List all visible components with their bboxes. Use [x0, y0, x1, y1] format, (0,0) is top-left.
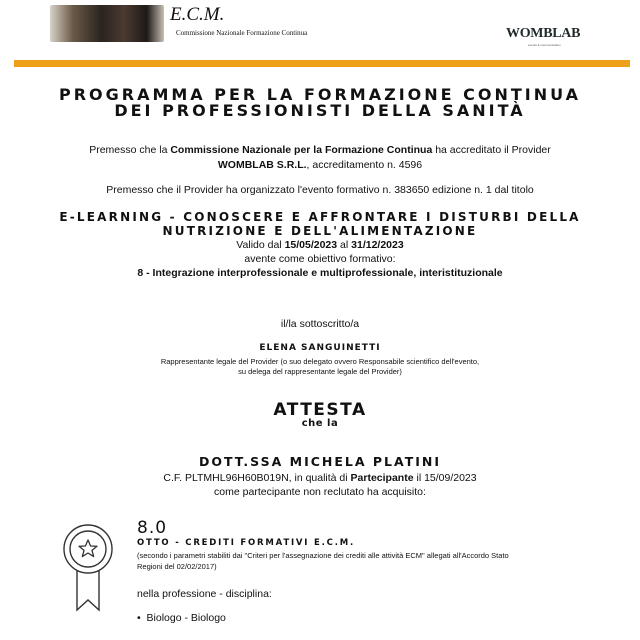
signatory-intro: il/la sottoscritto/a [280, 318, 360, 330]
valid-pre: Valido dal [236, 239, 285, 251]
credits-value: 8.0 [137, 518, 168, 538]
signatory-role-line1: Rappresentante legale del Provider (o suo delegato ovvero Responsabile scientifico dell'evento, [160, 357, 480, 366]
attesta-sub: che la [301, 418, 339, 429]
credits-note-line1: (secondo i parametri stabiliti dai "Criteri per l'assegnazione dei crediti alle attività ECM" allegati all'Accordo Stato [137, 551, 509, 560]
premise-commission [0, 143, 640, 157]
bullet-icon: • [137, 612, 147, 624]
ecm-subtitle: Commissione Nazionale Formazione Continua [176, 29, 308, 37]
objective: 8 - Integrazione interprofessionale e multiprofessionale, interistituzionale [137, 267, 503, 279]
profession-value: Biologo - Biologo [146, 612, 226, 624]
participant-date: il 15/09/2023 [413, 472, 477, 484]
signatory-name: ELENA SANGUINETTI [259, 343, 381, 353]
participant-details [0, 471, 640, 485]
provider-name: WOMBLAB S.R.L. [217, 159, 307, 171]
premise-pre: Premesso che la [89, 144, 171, 156]
ecm-logo-text: E.C.M. [170, 4, 225, 25]
valid-mid: al [337, 239, 352, 251]
ecm-painting-logo [50, 5, 164, 42]
participant-acquired: come partecipante non reclutato ha acquisito: [214, 486, 426, 498]
participant-name: DOTT.SSA MICHELA PLATINI [198, 454, 442, 469]
profession-item [137, 611, 226, 625]
page-title-line1: PROGRAMMA PER LA FORMAZIONE CONTINUA [58, 85, 582, 104]
accreditation: , accreditamento n. 4596 [306, 159, 423, 171]
credits-note-line2: Regioni del 02/02/2017) [137, 562, 217, 571]
premise-provider [0, 158, 640, 172]
event-title-line2: NUTRIZIONE E DELL'ALIMENTAZIONE [162, 224, 478, 238]
premise-event: Premesso che il Provider ha organizzato l'evento formativo n. 383650 edizione n. 1 dal titolo [106, 184, 534, 196]
profession-label: nella professione - disciplina: [137, 588, 272, 600]
commission-name: Commissione Nazionale per la Formazione Continua [170, 144, 433, 156]
objective-label: avente come obiettivo formativo: [244, 253, 396, 265]
award-badge-icon [62, 522, 114, 619]
attesta-heading: ATTESTA [273, 400, 367, 420]
accent-bar [14, 60, 630, 67]
event-title-line1: E-LEARNING - CONOSCERE E AFFRONTARE I DISTURBI DELLA [59, 210, 581, 224]
page-title-line2: DEI PROFESSIONISTI DELLA SANITÀ [114, 101, 526, 120]
provider-logo: WOMBLAB [506, 26, 581, 41]
event-validity [0, 238, 640, 252]
signatory-role-line2: su delega del rappresentante legale del Provider) [238, 367, 402, 376]
credits-label: OTTO - CREDITI FORMATIVI E.C.M. [137, 538, 356, 548]
provider-tagline: events & communication [528, 43, 561, 47]
participant-role: Partecipante [350, 472, 414, 484]
valid-from: 15/05/2023 [284, 239, 338, 251]
participant-cf: C.F. PLTMHL96H60B019N, in qualità di [163, 472, 351, 484]
premise-post: ha accreditato il Provider [432, 144, 551, 156]
valid-to: 31/12/2023 [351, 239, 404, 251]
